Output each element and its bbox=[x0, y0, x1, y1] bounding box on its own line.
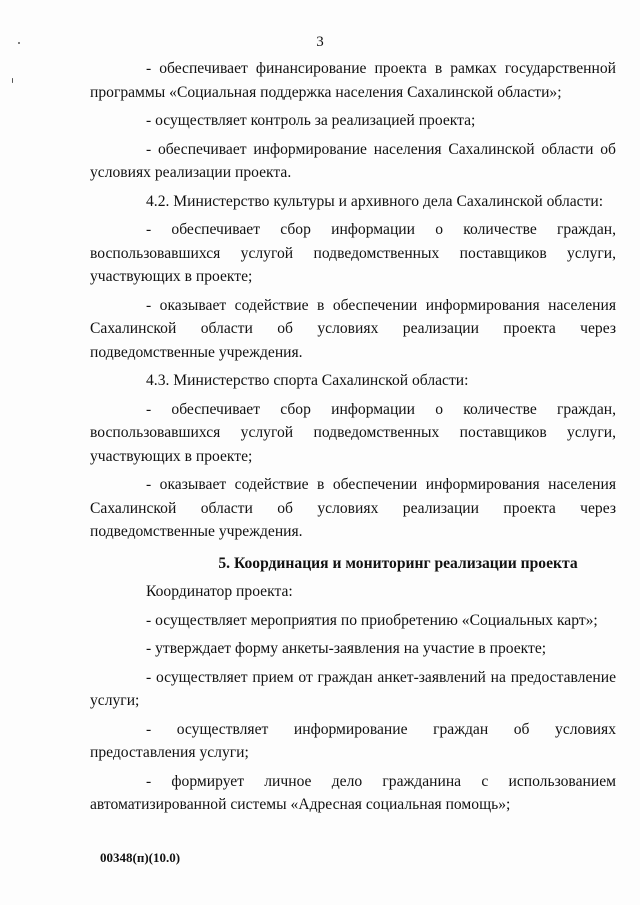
paragraph: - осуществляет прием от граждан анкет-заявлений на предоставление услуги; bbox=[90, 668, 616, 709]
paragraph: - осуществляет контроль за реализацией проекта; bbox=[146, 112, 476, 129]
paragraph: - утверждает форму анкеты-заявления на участие в проекте; bbox=[146, 640, 547, 657]
paragraph: - оказывает содействие в обеспечении информирования населения Сахалинской области об условиях реализации проекта через подведомственные учреждения. bbox=[90, 476, 616, 540]
paragraph: - формирует личное дело гражданина с использованием автоматизированной системы «Адресная социальная помощь»; bbox=[90, 772, 616, 813]
paragraph: - обеспечивает сбор информации о количестве граждан, воспользовавшихся услугой подведомственных поставщиков услуги, участвующих в проекте; bbox=[90, 400, 616, 465]
paragraph: - осуществляет мероприятия по приобретению «Социальных карт»; bbox=[146, 611, 598, 629]
page-number: 3 bbox=[316, 34, 324, 50]
paragraph: 4.3. Министерство спорта Сахалинской области: bbox=[146, 372, 469, 389]
document-code: 00348(п)(10.0) bbox=[100, 850, 181, 865]
paragraph: - обеспечивает финансирование проекта в рамках государственной программы «Социальная поддержка населения Сахалинской области»; bbox=[90, 60, 616, 101]
paragraph: - осуществляет информирование граждан об условиях предоставления услуги; bbox=[90, 720, 616, 761]
paragraph: Координатор проекта: bbox=[146, 583, 293, 600]
section-heading: 5. Координация и мониторинг реализации проекта bbox=[218, 554, 578, 572]
scan-speck bbox=[12, 78, 13, 83]
paragraph: 4.2. Министерство культуры и архивного дела Сахалинской области: bbox=[146, 192, 604, 210]
document-body bbox=[90, 57, 616, 822]
paragraph: - обеспечивает сбор информации о количестве граждан, воспользовавшихся услугой подведомственных поставщиков услуги, участвующих в проекте; bbox=[90, 221, 616, 285]
paragraph: - оказывает содействие в обеспечении информирования населения Сахалинской области об условиях реализации проекта через подведомственные учреждения. bbox=[90, 296, 616, 361]
paragraph: - обеспечивает информирование населения Сахалинской области об условиях реализации проекта. bbox=[90, 140, 616, 181]
